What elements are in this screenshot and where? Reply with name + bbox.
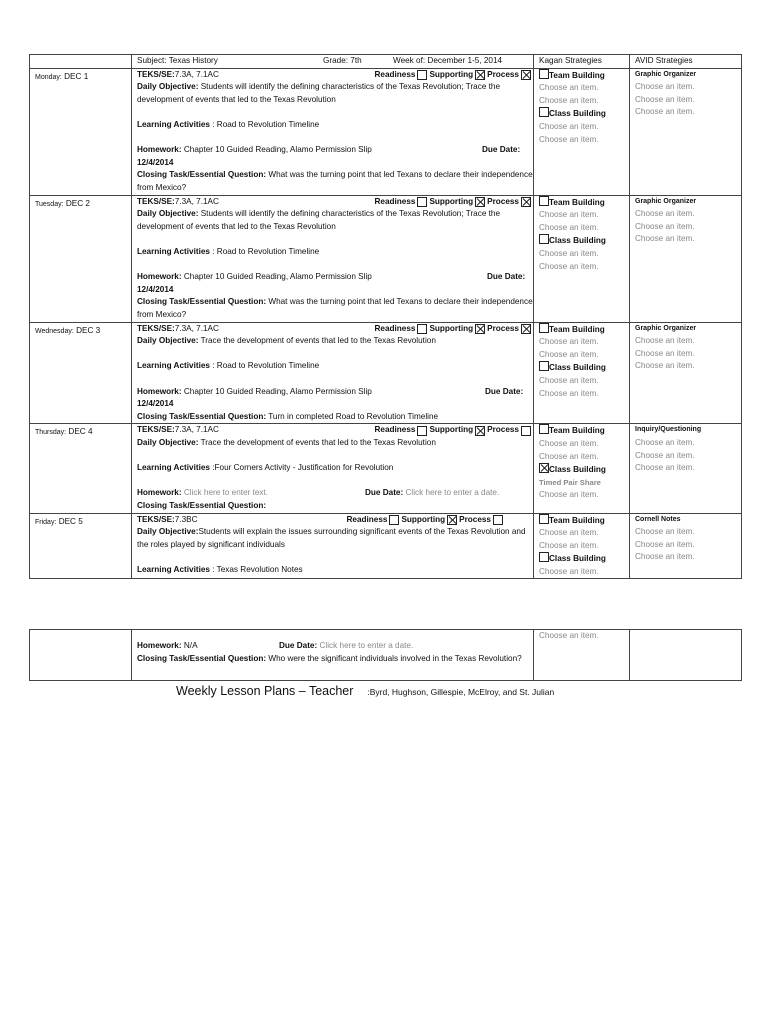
wednesday-day-cell	[30, 322, 132, 424]
process-label: Process	[487, 425, 519, 435]
monday-row	[30, 68, 742, 195]
readiness-label: Readiness	[374, 196, 416, 206]
wednesday-activities	[137, 360, 533, 373]
choose-item-dropdown[interactable]: Choose an item.	[539, 528, 599, 538]
choose-item-dropdown[interactable]: Choose an item.	[635, 234, 695, 244]
tuesday-activities-text: : Road to Revolution Timeline	[212, 246, 320, 256]
choose-item-dropdown[interactable]: Choose an item.	[539, 375, 599, 385]
choose-item-dropdown[interactable]: Choose an item.	[635, 437, 695, 447]
supporting-label: Supporting	[429, 323, 474, 333]
objective-label: Daily Objective:	[137, 527, 199, 537]
monday-plan-cell	[132, 68, 534, 195]
monday-homework	[137, 144, 533, 157]
due-date-label: Due Date:	[482, 145, 521, 155]
grade-label: Grade: 7th	[323, 56, 362, 65]
homework-label: Homework:	[137, 641, 182, 650]
choose-item-dropdown[interactable]: Choose an item.	[635, 527, 695, 537]
class-building-option[interactable]	[539, 463, 629, 477]
friday-teks-value: 7.3BC	[174, 514, 198, 524]
footer-teachers: :Byrd, Hughson, Gillespie, McElroy, and St. Julian	[367, 687, 555, 697]
team-building-label: Team Building	[549, 426, 605, 436]
process-checkbox[interactable]	[521, 197, 531, 207]
process-label: Process	[487, 323, 519, 333]
monday-objective	[137, 81, 533, 106]
thursday-objective-text: Trace the development of events that led to the Texas Revolution	[200, 437, 436, 447]
supporting-label: Supporting	[429, 425, 474, 435]
tuesday-plan-cell	[132, 195, 534, 322]
choose-item-dropdown[interactable]: Choose an item.	[635, 552, 695, 562]
page-footer	[176, 684, 554, 698]
footer-title: Weekly Lesson Plans – Teacher	[176, 684, 354, 698]
thursday-row	[30, 424, 742, 513]
thursday-plan-cell	[132, 424, 534, 513]
team-building-option[interactable]	[539, 69, 629, 83]
monday-activities-text: : Road to Revolution Timeline	[212, 119, 320, 129]
class-building-checkbox[interactable]	[539, 107, 549, 117]
tuesday-due-date: 12/4/2014	[137, 284, 174, 294]
thursday-objective	[137, 437, 533, 450]
class-building-checkbox[interactable]	[539, 361, 549, 371]
wednesday-teks-value: 7.3A, 7.1AC	[174, 323, 219, 333]
readiness-checkbox[interactable]	[389, 515, 399, 525]
friday-homework-text: N/A	[183, 641, 198, 650]
header-info-cell	[132, 55, 534, 69]
monday-homework-text: Chapter 10 Guided Reading, Alamo Permission Slip	[183, 145, 372, 155]
teks-label: TEKS/SE:	[137, 425, 175, 435]
closing-label: Closing Task/Essential Question:	[137, 500, 267, 510]
tuesday-teks-value: 7.3A, 7.1AC	[174, 196, 219, 206]
friday-avid-cell	[630, 513, 742, 579]
thursday-day-label: Thursday:	[35, 429, 67, 437]
class-building-label: Class Building	[549, 363, 606, 373]
friday-kagan-cell	[534, 513, 630, 579]
monday-due-date: 12/4/2014	[137, 157, 174, 167]
continuation-kagan-cell	[534, 630, 630, 681]
thursday-day-cell	[30, 424, 132, 513]
due-date-label: Due Date:	[365, 488, 404, 498]
tuesday-avid-cell	[630, 195, 742, 322]
choose-item-dropdown[interactable]: Choose an item.	[539, 261, 599, 271]
friday-continuation-table	[29, 629, 742, 681]
choose-item-dropdown[interactable]: Choose an item.	[635, 336, 695, 346]
tuesday-teks-line	[137, 196, 533, 209]
subject-label: Subject: Texas History	[137, 56, 218, 65]
choose-item-dropdown[interactable]: Choose an item.	[539, 566, 599, 576]
team-building-option[interactable]	[539, 323, 629, 337]
readiness-checkbox[interactable]	[417, 426, 427, 436]
thursday-activities	[137, 462, 533, 475]
choose-item-dropdown[interactable]: Choose an item.	[539, 438, 599, 448]
supporting-checkbox[interactable]	[475, 426, 485, 436]
wednesday-objective	[137, 335, 533, 348]
due-date-picker[interactable]: Click here to enter a date.	[405, 488, 500, 498]
choose-item-dropdown[interactable]: Choose an item.	[539, 83, 599, 93]
choose-item-dropdown[interactable]: Choose an item.	[635, 539, 695, 549]
tuesday-objective-text: Students will identify the defining characteristics of the Texas Revolution; Trace the development of events that led to the Texas Revolution	[137, 209, 501, 231]
readiness-checkbox[interactable]	[417, 70, 427, 80]
wednesday-date: DEC 3	[76, 325, 101, 335]
wednesday-row	[30, 322, 742, 424]
wednesday-due-date: 12/4/2014	[137, 399, 174, 409]
wednesday-day-label: Wednesday:	[35, 327, 74, 335]
choose-item-dropdown[interactable]: Choose an item.	[635, 450, 695, 460]
monday-avid-cell	[630, 68, 742, 195]
wednesday-kagan-cell	[534, 322, 630, 424]
thursday-date: DEC 4	[68, 427, 93, 437]
readiness-label: Readiness	[374, 323, 416, 333]
monday-teks-line	[137, 69, 533, 82]
tuesday-date: DEC 2	[65, 198, 90, 208]
monday-avid-strategy: Graphic Organizer	[635, 70, 697, 78]
wednesday-avid-strategy: Graphic Organizer	[635, 324, 697, 332]
team-building-option[interactable]	[539, 424, 629, 438]
supporting-checkbox[interactable]	[475, 324, 485, 334]
closing-label: Closing Task/Essential Question:	[137, 170, 267, 180]
wednesday-homework-text: Chapter 10 Guided Reading, Alamo Permission Slip	[183, 386, 372, 396]
team-building-label: Team Building	[549, 515, 605, 525]
choose-item-dropdown[interactable]: Choose an item.	[539, 349, 599, 359]
continuation-avid-cell	[630, 630, 742, 681]
choose-item-dropdown[interactable]: Choose an item.	[539, 540, 599, 550]
process-label: Process	[487, 196, 519, 206]
friday-activities	[137, 564, 533, 577]
continuation-day-cell	[30, 630, 132, 681]
class-building-option[interactable]	[539, 361, 629, 375]
monday-closing-text: What was the turning point that led Texans to declare their independence from Mexico?	[137, 170, 533, 192]
tuesday-row	[30, 195, 742, 322]
tuesday-objective	[137, 208, 533, 233]
teks-label: TEKS/SE:	[137, 69, 175, 79]
choose-item-dropdown[interactable]: Choose an item.	[635, 107, 695, 117]
friday-day-label: Friday:	[35, 518, 57, 526]
friday-continuation-row	[30, 630, 742, 681]
header-row	[30, 55, 742, 69]
tuesday-closing-text: What was the turning point that led Texans to declare their independence from Mexico?	[137, 297, 533, 319]
tuesday-day-cell	[30, 195, 132, 322]
thursday-avid-strategy: Inquiry/Questioning	[635, 426, 702, 434]
thursday-avid-cell	[630, 424, 742, 513]
monday-activities	[137, 119, 533, 132]
team-building-label: Team Building	[549, 70, 605, 80]
team-building-option[interactable]	[539, 514, 629, 528]
wednesday-plan-cell	[132, 322, 534, 424]
teks-label: TEKS/SE:	[137, 323, 175, 333]
choose-item-dropdown[interactable]: Choose an item.	[539, 451, 599, 461]
monday-day-cell	[30, 68, 132, 195]
choose-item-dropdown[interactable]: Choose an item.	[539, 210, 599, 220]
activities-label: Learning Activities	[137, 463, 210, 473]
homework-label: Homework:	[137, 272, 182, 282]
readiness-label: Readiness	[374, 425, 416, 435]
supporting-label: Supporting	[429, 196, 474, 206]
activities-label: Learning Activities	[137, 564, 210, 574]
tuesday-homework	[137, 271, 533, 284]
team-building-label: Team Building	[549, 324, 605, 334]
homework-label: Homework:	[137, 386, 182, 396]
process-checkbox[interactable]	[521, 324, 531, 334]
class-building-checkbox[interactable]	[539, 463, 549, 473]
friday-objective	[137, 526, 533, 551]
friday-homework	[137, 640, 533, 653]
friday-closing	[137, 653, 533, 666]
closing-label: Closing Task/Essential Question:	[137, 411, 267, 421]
tuesday-kagan-cell	[534, 195, 630, 322]
choose-item-dropdown[interactable]: Choose an item.	[539, 337, 599, 347]
choose-item-dropdown[interactable]: Choose an item.	[539, 490, 599, 500]
monday-kagan-cell	[534, 68, 630, 195]
process-label: Process	[459, 514, 491, 524]
header-empty-cell	[30, 55, 132, 69]
friday-date: DEC 5	[58, 516, 83, 526]
choose-item-dropdown[interactable]: Choose an item.	[539, 222, 599, 232]
team-building-checkbox[interactable]	[539, 323, 549, 333]
thursday-kagan-cell	[534, 424, 630, 513]
objective-label: Daily Objective:	[137, 437, 199, 447]
supporting-label: Supporting	[429, 69, 474, 79]
thursday-activities-text: :Four Corners Activity - Justification for Revolution	[212, 463, 394, 473]
activities-label: Learning Activities	[137, 361, 210, 371]
wednesday-objective-text: Trace the development of events that led to the Texas Revolution	[200, 336, 436, 346]
due-date-label: Due Date:	[487, 272, 526, 282]
closing-label: Closing Task/Essential Question:	[137, 653, 267, 663]
monday-date: DEC 1	[64, 71, 89, 81]
readiness-label: Readiness	[374, 69, 416, 79]
class-building-label: Class Building	[549, 465, 606, 475]
monday-teks-value: 7.3A, 7.1AC	[174, 69, 219, 79]
continuation-plan-cell	[132, 630, 534, 681]
choose-item-dropdown[interactable]: Choose an item.	[539, 631, 599, 640]
due-date-label: Due Date:	[485, 386, 524, 396]
choose-item-dropdown[interactable]: Choose an item.	[635, 361, 695, 371]
choose-item-dropdown[interactable]: Choose an item.	[635, 221, 695, 231]
process-checkbox[interactable]	[521, 426, 531, 436]
readiness-checkbox[interactable]	[417, 324, 427, 334]
kagan-header: Kagan Strategies	[534, 55, 630, 69]
objective-label: Daily Objective:	[137, 336, 199, 346]
readiness-label: Readiness	[346, 514, 388, 524]
wednesday-avid-cell	[630, 322, 742, 424]
wednesday-closing-text: Turn in completed Road to Revolution Timeline	[268, 411, 439, 421]
process-checkbox[interactable]	[493, 515, 503, 525]
homework-label: Homework:	[137, 488, 182, 498]
avid-header: AVID Strategies	[630, 55, 742, 69]
choose-item-dropdown[interactable]: Choose an item.	[539, 248, 599, 258]
thursday-homework	[137, 487, 533, 500]
monday-closing	[137, 169, 533, 194]
team-building-label: Team Building	[549, 197, 605, 207]
friday-plan-cell	[132, 513, 534, 579]
class-building-label: Class Building	[549, 236, 606, 246]
class-building-checkbox[interactable]	[539, 552, 549, 562]
friday-teks-line	[137, 514, 533, 527]
objective-label: Daily Objective:	[137, 209, 199, 219]
friday-closing-text: Who were the significant individuals involved in the Texas Revolution?	[268, 653, 522, 663]
tuesday-activities	[137, 246, 533, 259]
activities-label: Learning Activities	[137, 119, 210, 129]
closing-label: Closing Task/Essential Question:	[137, 297, 267, 307]
tuesday-closing	[137, 296, 533, 321]
wednesday-homework	[137, 386, 533, 399]
choose-item-dropdown[interactable]: Choose an item.	[539, 388, 599, 398]
team-building-option[interactable]	[539, 196, 629, 210]
team-building-checkbox[interactable]	[539, 514, 549, 524]
tuesday-day-label: Tuesday:	[35, 200, 64, 208]
due-date-picker[interactable]: Click here to enter a date.	[319, 641, 414, 650]
friday-avid-strategy: Cornell Notes	[635, 515, 681, 523]
choose-item-dropdown[interactable]: Choose an item.	[539, 134, 599, 144]
choose-item-dropdown[interactable]: Choose an item.	[635, 82, 695, 92]
process-checkbox[interactable]	[521, 70, 531, 80]
class-building-checkbox[interactable]	[539, 234, 549, 244]
lesson-plan-table	[29, 54, 742, 579]
objective-label: Daily Objective:	[137, 82, 199, 92]
supporting-checkbox[interactable]	[447, 515, 457, 525]
activities-label: Learning Activities	[137, 246, 210, 256]
class-building-label: Class Building	[549, 109, 606, 119]
homework-label: Homework:	[137, 145, 182, 155]
tuesday-homework-text: Chapter 10 Guided Reading, Alamo Permission Slip	[183, 272, 372, 282]
choose-item-dropdown[interactable]: Choose an item.	[539, 95, 599, 105]
choose-item-dropdown[interactable]: Choose an item.	[635, 348, 695, 358]
teks-label: TEKS/SE:	[137, 514, 175, 524]
readiness-checkbox[interactable]	[417, 197, 427, 207]
timed-pair-share-selection[interactable]: Timed Pair Share	[539, 477, 601, 487]
week-label: Week of: December 1-5, 2014	[393, 56, 503, 65]
choose-item-dropdown[interactable]: Choose an item.	[635, 94, 695, 104]
friday-activities-text: : Texas Revolution Notes	[212, 564, 303, 574]
team-building-checkbox[interactable]	[539, 69, 549, 79]
choose-item-dropdown[interactable]: Choose an item.	[539, 121, 599, 131]
tuesday-avid-strategy: Graphic Organizer	[635, 197, 697, 205]
choose-item-dropdown[interactable]: Choose an item.	[635, 463, 695, 473]
choose-item-dropdown[interactable]: Choose an item.	[635, 209, 695, 219]
class-building-option[interactable]	[539, 234, 629, 248]
teks-label: TEKS/SE:	[137, 196, 175, 206]
monday-day-label: Monday:	[35, 73, 62, 81]
supporting-label: Supporting	[401, 514, 446, 524]
class-building-option[interactable]	[539, 552, 629, 566]
supporting-checkbox[interactable]	[475, 197, 485, 207]
thursday-teks-line	[137, 424, 533, 437]
friday-objective-text: Students will explain the issues surrounding significant events of the Texas Revolution and the roles played by significant individuals	[137, 527, 526, 549]
homework-text-input[interactable]: Click here to enter text.	[183, 488, 269, 498]
monday-objective-text: Students will identify the defining characteristics of the Texas Revolution; Trace the development of events that led to the Texas Revolution	[137, 82, 501, 104]
wednesday-closing	[137, 411, 533, 424]
class-building-option[interactable]	[539, 107, 629, 121]
class-building-label: Class Building	[549, 554, 606, 564]
friday-day-cell	[30, 513, 132, 579]
wednesday-activities-text: : Road to Revolution Timeline	[212, 361, 320, 371]
team-building-checkbox[interactable]	[539, 196, 549, 206]
due-date-label: Due Date:	[279, 641, 318, 650]
thursday-teks-value: 7.3A, 7.1AC	[174, 425, 219, 435]
supporting-checkbox[interactable]	[475, 70, 485, 80]
friday-row	[30, 513, 742, 579]
wednesday-teks-line	[137, 323, 533, 336]
process-label: Process	[487, 69, 519, 79]
team-building-checkbox[interactable]	[539, 424, 549, 434]
